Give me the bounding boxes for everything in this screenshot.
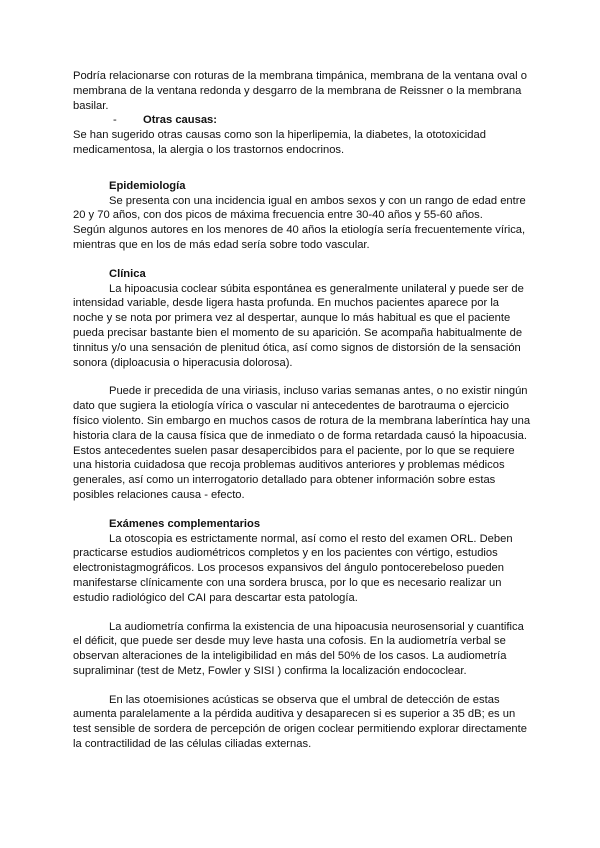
examenes-paragraph-1: La otoscopia es estrictamente normal, así como el resto del examen ORL. Deben practicarse estudios audiométricos completos y en los pacientes con vértigo, estudios electronistagmográficos. Los procesos expansivos del ángulo pontocerebeloso pueden manifestarse clínicamente con una sordera brusca, por lo que es necesario realizar un estudio radiológico del CAI para descartar esta patología. [73,532,513,604]
examenes-paragraph-3: En las otoemisiones acústicas se observa que el umbral de detección de estas aumenta paralelamente a la pérdida auditiva y desaparecen si es superior a 35 dB; es un test sensible de sordera de percepción de origen coclear permitiendo explorar directamente la contractilidad de las células ciliadas externas. [73,693,527,751]
otras-causas-title: Otras causas: [143,114,218,127]
clinica-paragraph-1: La hipoacusia coclear súbita espontánea es generalmente unilateral y puede ser de intensidad variable, desde ligera hasta profunda. En muchos pacientes aparece por la noche y se nota por primera vez al despertar, aunque lo más habitual es que el paciente pueda precisar bastante bien el momento de su aparición. Se acompaña habitualmente de tinnitus y/o una sensación de plenitud ótica, así como signos de distorsión de la sensación sonora (diploacusia o hiperacusia dolorosa). [73,282,524,369]
intro-paragraph: Podría relacionarse con roturas de la membrana timpánica, membrana de la ventana oval o membrana de la ventana redonda y desgarro de la membrana de Reissner o la membrana basilar. [73,70,527,112]
epidemiologia-paragraph-1: Se presenta con una incidencia igual en ambos sexos y con un rango de edad entre 20 y 70 años, con dos picos de máxima frecuencia entre 30-40 años y 55-60 años. [73,194,526,222]
examenes-heading: Exámenes complementarios [109,517,261,530]
clinica-paragraph-2: Puede ir precedida de una viriasis, incluso varias semanas antes, o no existir ningún dato que sugiera la etiología vírica o vascular ni antecedentes de barotrauma o ejercicio físico violento. Sin embargo en muchos casos de rotura de la membrana laberíntica hay una historia clara de la causa física que de inmediato o de forma retardada causó la hipoacusia. Estos antecedentes suelen pasar desapercibidos para el paciente, por lo que se requiere una historia cuidadosa que recoja problemas auditivos anteriores y problemas médicos generales, así como un interrogatorio detallado para obtener información sobre estas posibles relaciones causa - efecto. [73,385,531,501]
epidemiologia-paragraph-2: Según algunos autores en los menores de 40 años la etiología sería frecuentemente vírica, mientras que en los de más edad sería sobre todo vascular. [73,224,526,251]
otras-causas-heading [73,113,532,128]
otras-causas-paragraph: Se han sugerido otras causas como son la hiperlipemia, la diabetes, la ototoxicidad medicamentosa, la alergia o los trastornos endocrinos. [73,129,486,156]
epidemiologia-heading: Epidemiología [109,179,186,192]
bullet-dash: - [113,114,117,127]
clinica-heading: Clínica [109,267,146,280]
examenes-paragraph-2: La audiometría confirma la existencia de una hipoacusia neurosensorial y cuantifica el déficit, que puede ser desde muy leve hasta una cofosis. En la audiometría verbal se observan alteraciones de la inteligibilidad en más del 50% de los casos. La audiometría supraliminar (test de Metz, Fowler y SISI ) confirma la localización endococlear. [73,620,524,677]
